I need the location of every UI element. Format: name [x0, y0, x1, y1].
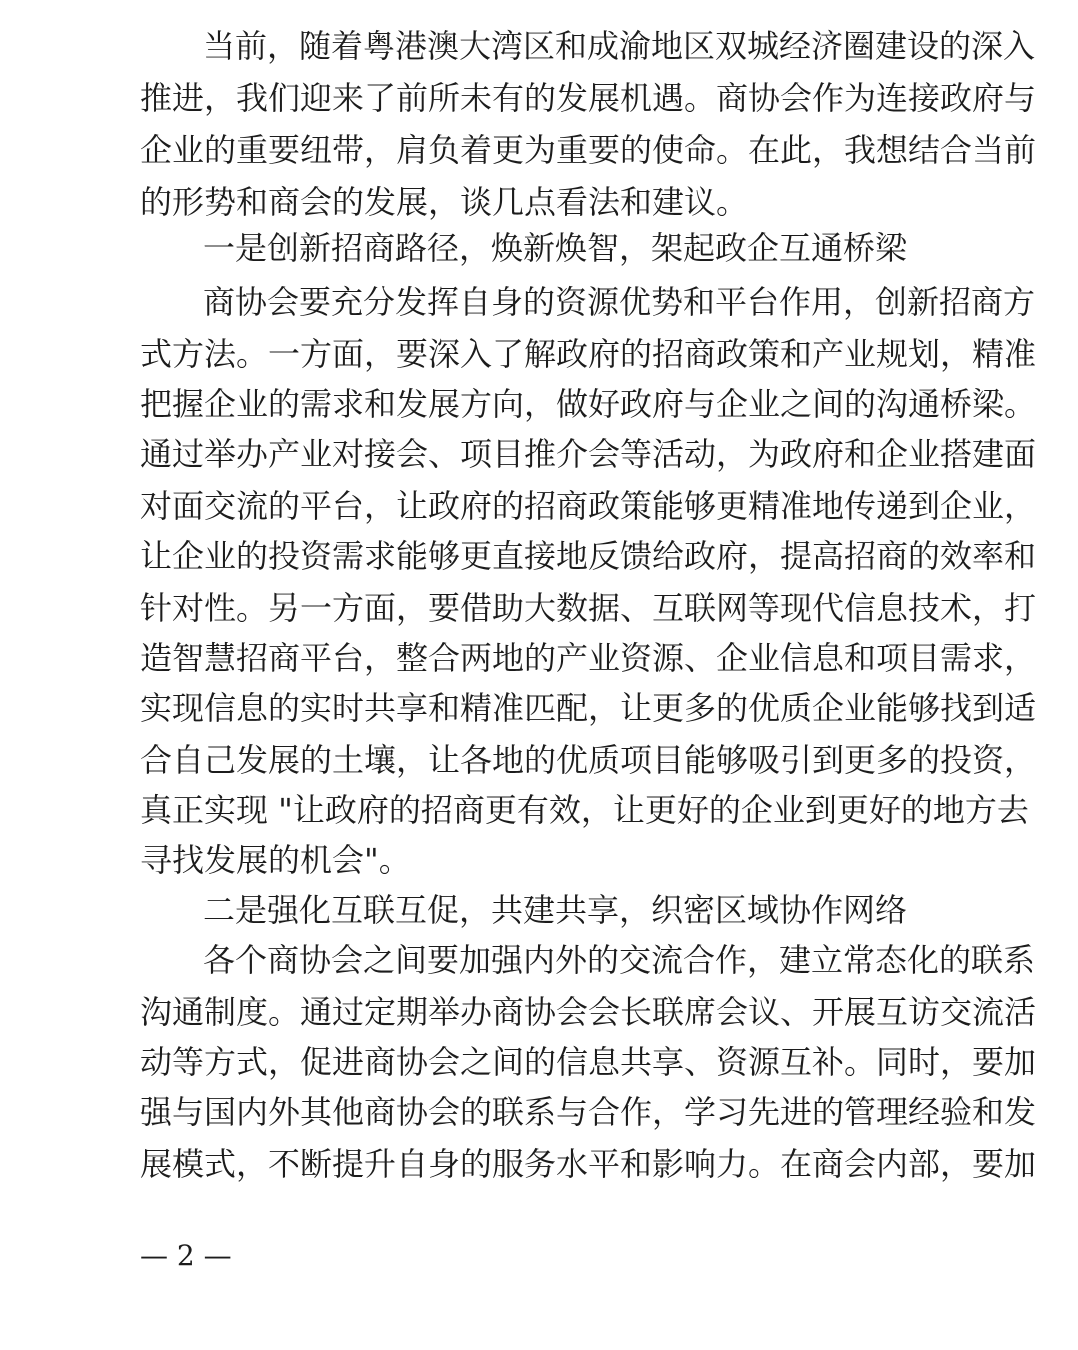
paragraph-2-line-8: 造智慧招商平台，整合两地的产业资源、企业信息和项目需求， — [140, 639, 1037, 677]
paragraph-3-line-5: 展模式，不断提升自身的服务水平和影响力。在商会内部，要加 — [140, 1145, 1037, 1183]
paragraph-2-line-1: 商协会要充分发挥自身的资源优势和平台作用，创新招商方 — [203, 283, 1036, 321]
paragraph-2-line-6: 让企业的投资需求能够更直接地反馈给政府，提高招商的效率和 — [140, 537, 1037, 575]
page-number: — 2 — — [140, 1239, 232, 1272]
paragraph-2-line-9: 实现信息的实时共享和精准匹配，让更多的优质企业能够找到适 — [140, 689, 1037, 727]
paragraph-2-line-5: 对面交流的平台，让政府的招商政策能够更精准地传递到企业， — [140, 487, 1037, 525]
paragraph-1-line-3: 企业的重要纽带，肩负着更为重要的使命。在此，我想结合当前 — [140, 131, 1037, 169]
paragraph-3-line-3: 动等方式，促进商协会之间的信息共享、资源互补。同时，要加 — [140, 1043, 1037, 1081]
paragraph-2-line-12: 寻找发展的机会"。 — [140, 841, 411, 879]
paragraph-3-line-2: 沟通制度。通过定期举办商协会会长联席会议、开展互访交流活 — [140, 993, 1037, 1031]
paragraph-3-line-4: 强与国内外其他商协会的联系与合作，学习先进的管理经验和发 — [140, 1093, 1037, 1131]
paragraph-1-line-4: 的形势和商会的发展，谈几点看法和建议。 — [140, 183, 749, 221]
paragraph-2-line-11: 真正实现 "让政府的招商更有效，让更好的企业到更好的地方去 — [140, 791, 1029, 829]
paragraph-1-line-1: 当前，随着粤港澳大湾区和成渝地区双城经济圈建设的深入 — [203, 27, 1036, 65]
paragraph-1-line-2: 推进，我们迎来了前所未有的发展机遇。商协会作为连接政府与 — [140, 79, 1037, 117]
paragraph-3-line-1: 各个商协会之间要加强内外的交流合作，建立常态化的联系 — [203, 941, 1036, 979]
paragraph-2-line-3: 把握企业的需求和发展方向，做好政府与企业之间的沟通桥梁。 — [140, 385, 1037, 423]
paragraph-2-line-7: 针对性。另一方面，要借助大数据、互联网等现代信息技术，打 — [140, 589, 1037, 627]
section-heading-1: 一是创新招商路径，焕新焕智，架起政企互通桥梁 — [203, 229, 908, 267]
paragraph-2-line-2: 式方法。一方面，要深入了解政府的招商政策和产业规划，精准 — [140, 335, 1037, 373]
paragraph-2-line-4: 通过举办产业对接会、项目推介会等活动，为政府和企业搭建面 — [140, 435, 1037, 473]
paragraph-2-line-10: 合自己发展的土壤，让各地的优质项目能够吸引到更多的投资， — [140, 741, 1037, 779]
section-heading-2: 二是强化互联互促，共建共享，织密区域协作网络 — [203, 891, 908, 929]
